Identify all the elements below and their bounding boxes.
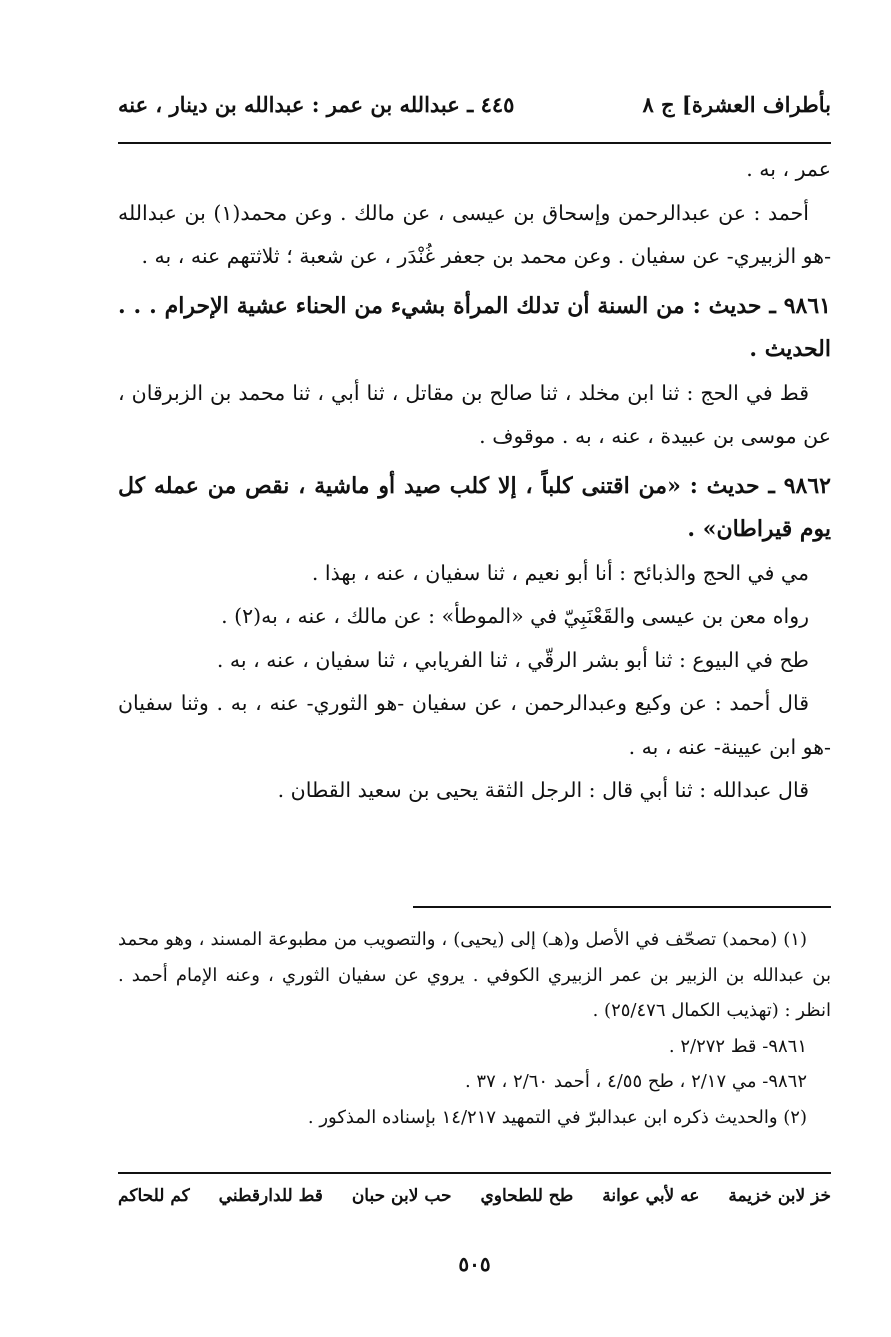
paragraph: طح في البيوع : ثنا أبو بشر الرقّي ، ثنا الفريابي ، ثنا سفيان ، عنه ، به . [216, 647, 809, 672]
hadith-heading-9862: ٩٨٦٢ ـ حديث : «من اقتنى كلباً ، إلا كلب صيد أو ماشية ، نقص من عمله كل يوم قيراطان» . [118, 472, 831, 542]
paragraph: رواه معن بن عيسى والقَعْنَبِيّ في «الموطأ» : عن مالك ، عنه ، به(٢) . [221, 604, 809, 628]
paragraph: أحمد : عن عبدالرحمن وإسحاق بن عيسى ، عن مالك . وعن محمد(١) بن عبدالله -هو الزبيري- عن سفيان . وعن محمد بن جعفر غُنْدَر ، عن شعبة ؛ ثلاثتهم عنه ، به . [118, 200, 831, 268]
paragraph: قال عبدالله : ثنا أبي قال : الرجل الثقة يحيى بن سعيد القطان . [277, 778, 809, 802]
paragraph: قط في الحج : ثنا ابن مخلد ، ثنا صالح بن مقاتل ، ثنا أبي ، ثنا محمد بن الزبرقان ، عن موسى بن عبيدة ، عنه ، به . موقوف . [118, 380, 831, 448]
legend-item: كم للحاكم [118, 1186, 190, 1206]
footnote-separator [413, 906, 831, 908]
paragraph: قال أحمد : عن وكيع وعبدالرحمن ، عن سفيان -هو الثوري- عنه ، به . وثنا سفيان -هو ابن عيينة- عنه ، به . [118, 691, 831, 759]
header-volume: بأطراف العشرة] ج ٨ [642, 92, 831, 117]
legend-item: حب لابن حبان [351, 1186, 452, 1206]
legend-rule [118, 1172, 831, 1174]
footnote: ٩٨٦٢- مي ٢/١٧ ، طح ٤/٥٥ ، أحمد ٢/٦٠ ، ٣٧ . [464, 1071, 807, 1092]
page [118, 0, 831, 1337]
legend-item: خز لابن خزيمة [728, 1186, 831, 1206]
paragraph: عمر ، به . [746, 157, 831, 181]
footnote: ٩٨٦١- قط ٢/٢٧٢ . [668, 1035, 807, 1057]
abbreviations-legend [118, 1186, 831, 1206]
legend-item: قط للدارقطني [218, 1186, 323, 1206]
page-number: ٥٠٥ [458, 1252, 491, 1276]
main-text [118, 148, 831, 813]
paragraph: مي في الحج والذبائح : أنا أبو نعيم ، ثنا سفيان ، عنه ، بهذا . [311, 560, 809, 585]
footnote: (٢) والحديث ذكره ابن عبدالبرّ في التمهيد ١٤/٢١٧ بإسناده المذكور . [307, 1106, 807, 1128]
footnote: (١) (محمد) تصحّف في الأصل و(هـ) إلى (يحيى) ، والتصويب من مطبوعة المسند ، وهو محمد بن عبدالله بن الزبير بن عمر الزبيري الكوفي . يروي عن سفيان الثوري ، وعنه الإمام أحمد . انظر : (تهذيب الكمال ٢٥/٤٧٦) . [118, 929, 831, 1021]
header-rule [118, 142, 831, 144]
header-section-title: ٤٤٥ ـ عبدالله بن عمر : عبدالله بن دينار ، عنه [118, 92, 515, 117]
running-header [118, 92, 831, 126]
legend-item: طح للطحاوي [480, 1186, 574, 1206]
footnotes [118, 922, 831, 1135]
hadith-heading-9861: ٩٨٦١ ـ حديث : من السنة أن تدلك المرأة بشيء من الحناء عشية الإحرام . . . الحديث . [118, 292, 831, 362]
legend-item: عه لأبي عوانة [602, 1186, 700, 1206]
